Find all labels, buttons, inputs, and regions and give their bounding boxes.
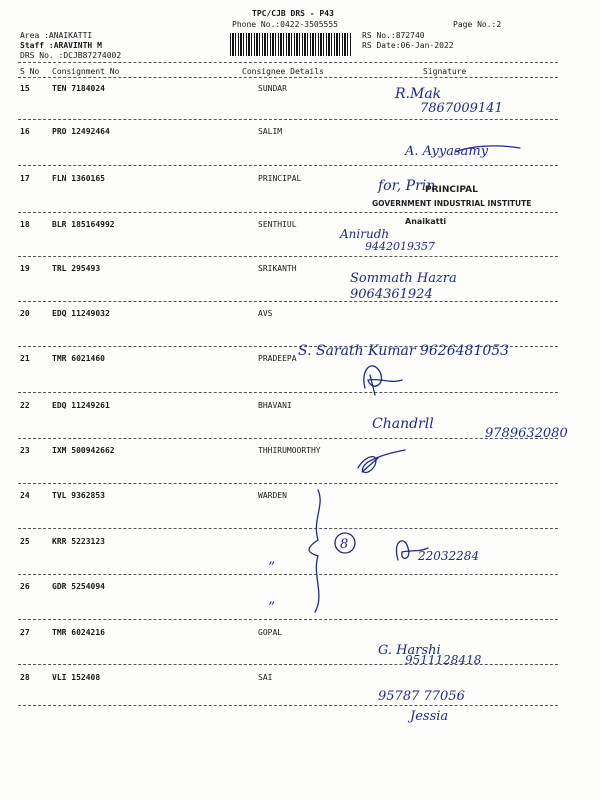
row-sno: 28 xyxy=(20,673,30,682)
table-row xyxy=(0,84,600,94)
row-consignment: PRO 12492464 xyxy=(52,127,110,136)
row-consignee: SAI xyxy=(258,673,273,682)
row-consignment: TVL 9362853 xyxy=(52,491,105,500)
table-row xyxy=(0,582,600,592)
row-sno: 27 xyxy=(20,628,30,637)
row-divider xyxy=(18,301,558,302)
stamp-principal: PRINCIPAL xyxy=(425,185,478,195)
drs-number: DRS No. :DCJB87274002 xyxy=(20,51,122,60)
row-divider xyxy=(18,212,558,213)
row-divider xyxy=(18,392,558,393)
row-consignee: THHIRUMOORTHY xyxy=(258,446,321,455)
signature-17: for, Prin xyxy=(378,178,436,194)
row-sno: 22 xyxy=(20,401,30,410)
row-divider xyxy=(18,528,558,529)
bracket-rows-24-26 xyxy=(309,490,320,612)
table-row xyxy=(0,628,600,638)
signature-15-name: R.Mak xyxy=(395,86,442,102)
row-consignee: BHAVANI xyxy=(258,401,292,410)
row-divider xyxy=(18,705,558,706)
row-consignment: KRR 5223123 xyxy=(52,537,105,546)
col-consignee: Consignee Details xyxy=(242,67,324,76)
table-row xyxy=(0,354,600,364)
signature-22-phone: 9789632080 xyxy=(485,426,568,441)
signature-21 xyxy=(364,366,402,395)
row-divider xyxy=(18,346,558,347)
signature-27-name: G. Harshi xyxy=(378,643,441,658)
table-row xyxy=(0,127,600,137)
area-label: Area :ANAIKATTI xyxy=(20,31,93,40)
signature-22-name: Chandrll xyxy=(372,416,434,432)
row-sno: 24 xyxy=(20,491,30,500)
page-number: Page No.:2 xyxy=(453,20,502,29)
row-consignee: PRADEEPA xyxy=(258,354,297,363)
row-divider xyxy=(18,438,558,439)
row-consignment: GDR 5254094 xyxy=(52,582,105,591)
header-rule xyxy=(18,62,558,63)
col-consignment: Consignment No xyxy=(52,67,120,76)
row-consignee: GOPAL xyxy=(258,628,283,637)
signature-19-phone: 9064361924 xyxy=(350,287,433,302)
row-consignment: TEN 7184024 xyxy=(52,84,105,93)
table-row xyxy=(0,537,600,547)
row-sno: 21 xyxy=(20,354,30,363)
row-sno: 19 xyxy=(20,264,30,273)
row-sno: 15 xyxy=(20,84,30,93)
table-row xyxy=(0,220,600,230)
ditto-mark-25: ” xyxy=(268,560,276,576)
row-consignment: EDQ 11249032 xyxy=(52,309,110,318)
row-sno: 26 xyxy=(20,582,30,591)
col-sno: S No xyxy=(20,67,40,76)
table-row xyxy=(0,401,600,411)
table-row xyxy=(0,174,600,184)
circled-count: 8 xyxy=(340,537,349,552)
signature-19-name: Sommath Hazra xyxy=(350,271,457,286)
phone-number: Phone No.:0422-3505555 xyxy=(232,20,338,29)
row-consignment: TMR 6021460 xyxy=(52,354,105,363)
row-sno: 25 xyxy=(20,537,30,546)
row-consignee: SALIM xyxy=(258,127,283,136)
signature-16: A. Ayyasamy xyxy=(405,144,489,159)
row-divider xyxy=(18,165,558,166)
table-row xyxy=(0,446,600,456)
table-row xyxy=(0,309,600,319)
signature-28-name: Jessia xyxy=(410,709,449,724)
row-divider xyxy=(18,574,558,575)
stamp-institute: GOVERNMENT INDUSTRIAL INSTITUTE xyxy=(372,199,532,208)
row-consignment: IXM 500942662 xyxy=(52,446,115,455)
row-divider xyxy=(18,619,558,620)
table-row xyxy=(0,264,600,274)
signature-25-phone: 22032284 xyxy=(418,549,480,563)
drs-title: TPC/CJB DRS - P43 xyxy=(252,9,334,18)
row-consignee: WARDEN xyxy=(258,491,287,500)
signature-27-phone: 9511128418 xyxy=(405,653,482,667)
row-divider xyxy=(18,119,558,120)
signature-18-phone: 9442019357 xyxy=(365,240,435,253)
row-sno: 20 xyxy=(20,309,30,318)
row-consignment: VLI 152408 xyxy=(52,673,101,682)
signature-28-phone: 95787 77056 xyxy=(378,689,465,704)
columns-rule xyxy=(18,77,558,78)
stamp-place: Anaikatti xyxy=(405,217,447,226)
row-consignee: SUNDAR xyxy=(258,84,287,93)
row-divider xyxy=(18,664,558,665)
row-sno: 17 xyxy=(20,174,30,183)
staff-label: Staff :ARAVINTH M xyxy=(20,41,102,50)
row-consignment: TMR 6024216 xyxy=(52,628,105,637)
row-consignee: PRINCIPAL xyxy=(258,174,302,183)
row-consignment: FLN 1360165 xyxy=(52,174,105,183)
col-signature: Signature xyxy=(423,67,467,76)
row-sno: 23 xyxy=(20,446,30,455)
rs-number: RS No.:872740 xyxy=(362,31,425,40)
row-divider xyxy=(18,256,558,257)
signature-15-phone: 7867009141 xyxy=(420,101,503,116)
table-row xyxy=(0,673,600,683)
row-consignment: TRL 295493 xyxy=(52,264,101,273)
row-divider xyxy=(18,483,558,484)
row-consignee: AVS xyxy=(258,309,273,318)
signature-18-name: Anirudh xyxy=(340,227,390,241)
barcode xyxy=(230,33,352,56)
row-consignee: SENTHIUL xyxy=(258,220,297,229)
row-sno: 18 xyxy=(20,220,30,229)
row-sno: 16 xyxy=(20,127,30,136)
row-consignment: EDQ 11249261 xyxy=(52,401,110,410)
row-consignee: SRIKANTH xyxy=(258,264,297,273)
rs-date: RS Date:06-Jan-2022 xyxy=(362,41,454,50)
row-consignment: BLR 185164992 xyxy=(52,220,115,229)
table-row xyxy=(0,491,600,501)
ditto-mark-26: ” xyxy=(268,600,276,616)
signature-20: S. Sarath Kumar 9626481053 xyxy=(298,343,510,359)
